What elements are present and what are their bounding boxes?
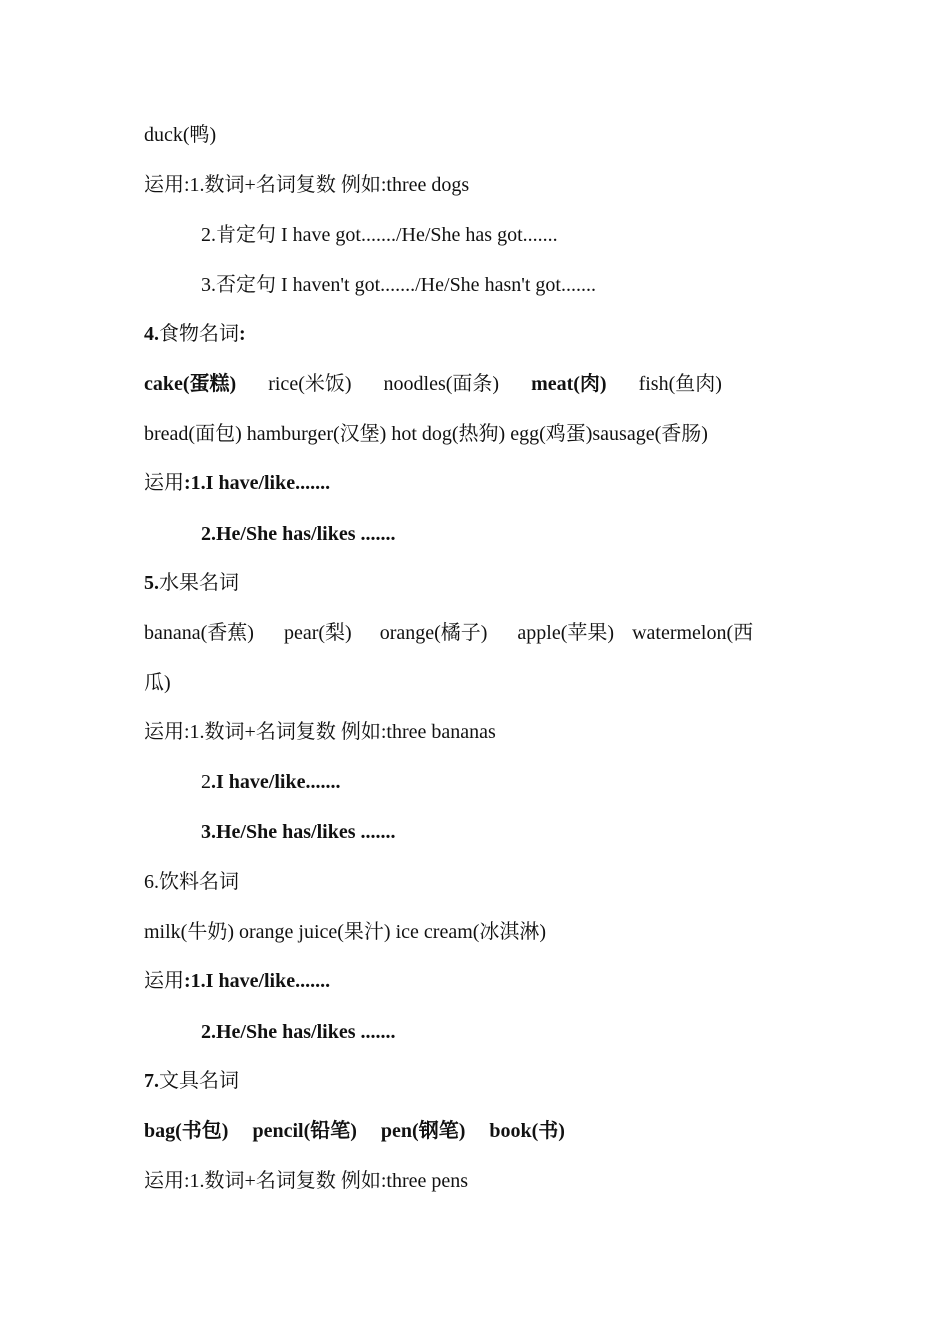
text-line-usage-food — [144, 470, 330, 496]
word-noodles: noodles(面条) — [383, 373, 500, 395]
text-line-affirmative: 2.肯定句 I have got......./He/She has got....... — [201, 224, 558, 246]
word-book: book — [489, 1120, 532, 1142]
usage-prefix: 运用 — [144, 472, 184, 494]
section-heading-drinks: 6.饮料名词 — [144, 871, 239, 893]
word-bag: bag — [144, 1120, 176, 1142]
text-line-usage-plural: 运用:1.数词+名词复数 例如:three dogs — [144, 174, 470, 196]
word-cake-cn: (蛋糕) — [182, 373, 237, 395]
word-rice: rice(米饭) — [268, 373, 352, 395]
section-number: 5. — [144, 572, 159, 594]
text-line-fruit-words — [144, 620, 753, 646]
text-line-usage-fruit-2 — [201, 769, 340, 795]
word-cake: cake — [144, 373, 183, 395]
section-title: 水果名词 — [159, 572, 239, 594]
word-meat-cn: (肉) — [573, 373, 607, 395]
usage-pattern: .I have/like....... — [211, 771, 341, 793]
section-title: 食物名词 — [159, 323, 239, 345]
usage-pattern: :1.I have/like....... — [184, 970, 331, 992]
section-heading-stationery — [144, 1068, 239, 1094]
section-number: 7. — [144, 1070, 159, 1092]
text-line-usage-fruit: 运用:1.数词+名词复数 例如:three bananas — [144, 721, 496, 743]
section-heading-fruit — [144, 570, 239, 596]
word-watermelon: watermelon(西 — [632, 622, 754, 644]
text-line-negative: 3.否定句 I haven't got......./He/She hasn't got....... — [201, 274, 596, 296]
text-line-food-words — [144, 371, 722, 397]
word-pen: pen — [380, 1120, 413, 1142]
usage-number: 2 — [201, 771, 211, 793]
text-line-usage-stationery: 运用:1.数词+名词复数 例如:three pens — [144, 1170, 469, 1192]
word-banana: banana(香蕉) — [144, 622, 254, 644]
word-fish: fish(鱼肉) — [638, 373, 722, 395]
word-pen-cn: (钢笔) — [412, 1120, 466, 1142]
word-bag-cn: (书包) — [175, 1120, 229, 1142]
word-book-cn: (书) — [531, 1120, 565, 1142]
word-meat: meat — [531, 373, 574, 395]
text-line-drink-words: milk(牛奶) orange juice(果汁) ice cream(冰淇淋) — [144, 921, 547, 943]
section-number: 4. — [144, 323, 159, 345]
text-line-usage-fruit-3: 3.He/She has/likes ....... — [201, 821, 396, 843]
word-orange: orange(橘子) — [379, 622, 488, 644]
usage-pattern: :1.I have/like....... — [184, 472, 331, 494]
word-pencil-cn: (铅笔) — [303, 1120, 357, 1142]
text-line-usage-food-2: 2.He/She has/likes ....... — [201, 523, 396, 545]
word-pear: pear(梨) — [283, 622, 352, 644]
word-pencil: pencil — [252, 1120, 304, 1142]
section-title: 文具名词 — [159, 1070, 239, 1092]
text-line-food-words-2: bread(面包) hamburger(汉堡) hot dog(热狗) egg(鸡蛋)sausage(香肠) — [144, 423, 708, 445]
text-line-usage-drinks-2: 2.He/She has/likes ....... — [201, 1021, 396, 1043]
text-line-usage-drinks — [144, 968, 330, 994]
usage-prefix: 运用 — [144, 970, 184, 992]
text-line-duck: duck(鸭) — [144, 124, 217, 146]
section-colon: : — [239, 323, 246, 345]
section-heading-food — [144, 321, 246, 347]
text-line-stationery-words — [144, 1118, 565, 1144]
word-apple: apple(苹果) — [517, 622, 615, 644]
text-line-fruit-wrap: 瓜) — [144, 672, 171, 694]
